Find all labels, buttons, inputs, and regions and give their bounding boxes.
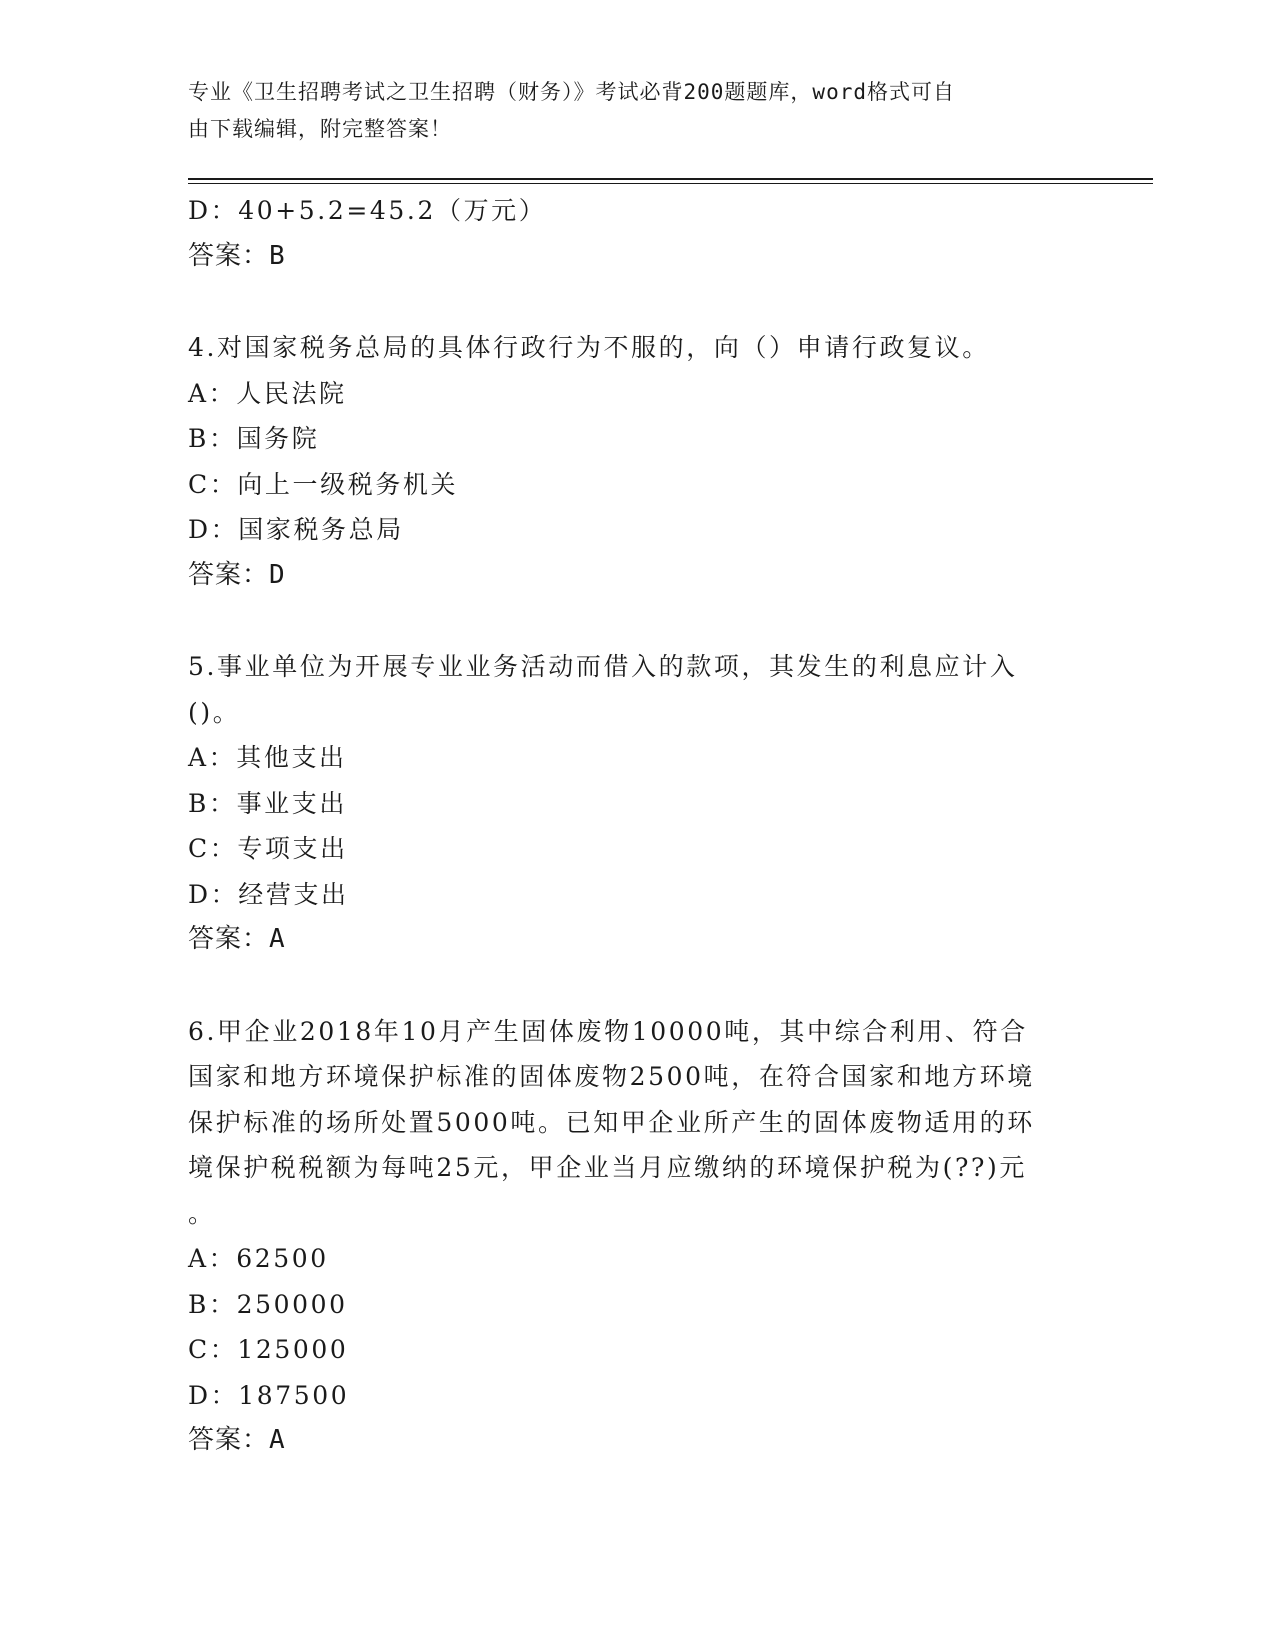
document-header: [188, 74, 1068, 148]
question-stem-line-2: 国家和地方环境保护标准的固体废物2500吨，在符合国家和地方环境: [188, 1062, 1035, 1091]
option-b: B：事业支出: [188, 788, 347, 818]
question-stem-line-3: 保护标准的场所处置5000吨。已知甲企业所产生的固体废物适用的环: [188, 1107, 1035, 1137]
question-4: [188, 325, 1078, 598]
option-d: D：国家税务总局: [188, 515, 404, 544]
option-b: B：250000: [188, 1289, 348, 1319]
option-b: B：国务院: [188, 424, 320, 453]
option-c: C：专项支出: [188, 834, 348, 863]
question-stem-line-4: 境保护税税额为每吨25元，甲企业当月应缴纳的环境保护税为(??)元: [188, 1153, 1027, 1182]
option-c: C：向上一级税务机关: [188, 469, 459, 499]
answer: 答案：A: [188, 1425, 286, 1455]
answer: 答案：A: [188, 924, 286, 954]
question-stem: 4.对国家税务总局的具体行政行为不服的，向（）申请行政复议。: [188, 333, 990, 362]
header-divider-thick: [188, 178, 1153, 180]
question-6: [188, 1009, 1078, 1464]
option-d: D：经营支出: [188, 879, 349, 909]
header-divider-thin: [188, 183, 1153, 184]
option-d: D：187500: [188, 1380, 350, 1410]
question-stem-line-1: 5.事业单位为开展专业业务活动而借入的款项，其发生的利息应计入: [188, 652, 1018, 681]
document-body: [188, 188, 1078, 1464]
option-a: A：人民法院: [188, 378, 347, 408]
question-5: [188, 644, 1078, 963]
question-stem-line-2: ()。: [188, 697, 241, 727]
option-c: C：125000: [188, 1335, 349, 1364]
question-stem-line-5: 。: [188, 1198, 216, 1228]
option-a: A：62500: [188, 1244, 329, 1273]
question-3-tail: [188, 188, 1078, 279]
header-line-2: 由下载编辑，附完整答案！: [188, 117, 452, 141]
option-a: A：其他支出: [188, 743, 347, 772]
answer: 答案：B: [188, 240, 286, 271]
header-line-1: 专业《卫生招聘考试之卫生招聘（财务）》考试必背200题题库，word格式可自: [188, 80, 955, 104]
answer: 答案：D: [188, 559, 286, 590]
question-stem-line-1: 6.甲企业2018年10月产生固体废物10000吨，其中综合利用、符合: [188, 1016, 1028, 1046]
option-d: D：40+5.2=45.2（万元）: [188, 196, 547, 225]
